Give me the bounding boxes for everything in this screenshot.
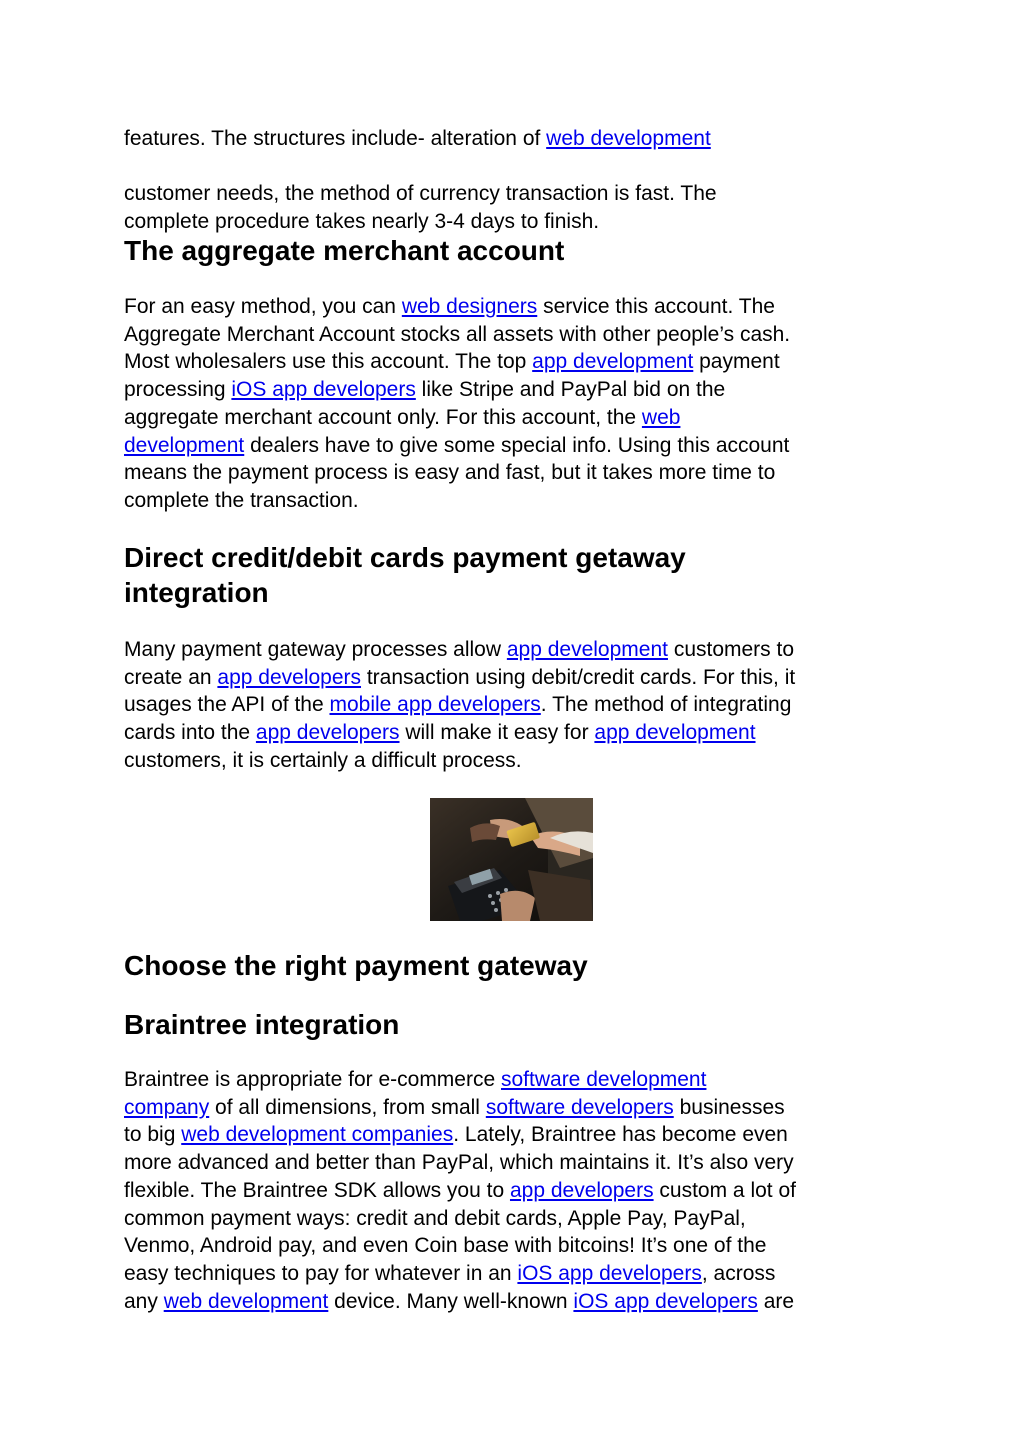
section-heading-braintree: Braintree integration (124, 1009, 400, 1040)
app-developers-link[interactable]: app developers (255, 721, 400, 745)
web-development-link[interactable]: web development (163, 1289, 329, 1313)
software-developers-link[interactable]: software developers (485, 1095, 674, 1119)
web-development-companies-link[interactable]: web development companies (181, 1123, 454, 1147)
direct-cards-paragraph: Many payment gateway processes allow app development customers to create an app developers transaction using debit/credit cards. For this, it usages the API of the mobile app developers. The method of integrating cards into the app developers will make it easy for app development customers, it is certainly a difficult process. (124, 638, 796, 772)
ios-app-developers-link[interactable]: iOS app developers (231, 378, 416, 402)
braintree-paragraph: Braintree is appropriate for e-commerce software development company of all dimensions, from small software developers businesses to big web development companies. Lately, Braintree has become even more advanced and better than PayPal, which maintains it. It’s also very flexible. The Braintree SDK allows you to app developers custom a lot of common payment ways: credit and debit cards, Apple Pay, PayPal, Venmo, Android pay, and even Coin base with bitcoins! It’s one of the easy techniques to pay for whatever in an iOS app developers, across any web development device. Many well-known iOS app developers are (124, 1068, 796, 1313)
app-development-link[interactable]: app development (506, 638, 668, 661)
app-development-link[interactable]: app development (594, 721, 756, 745)
card-payment-photo (430, 798, 593, 921)
web-development-link[interactable]: web development (124, 405, 681, 457)
ios-app-developers-link[interactable]: iOS app developers (517, 1261, 702, 1285)
software-development-company-link[interactable]: software development company (124, 1068, 707, 1119)
app-developers-link[interactable]: app developers (217, 665, 362, 689)
mobile-app-developers-link[interactable]: mobile app developers (329, 693, 541, 717)
app-developers-link[interactable]: app developers (509, 1178, 654, 1202)
web-development-link[interactable]: web development (546, 127, 711, 150)
section-heading-choose-gateway: Choose the right payment gateway (124, 950, 588, 981)
web-designers-link[interactable]: web designers (401, 295, 538, 318)
section-heading-aggregate-merchant: The aggregate merchant account (124, 235, 565, 266)
ios-app-developers-link[interactable]: iOS app developers (573, 1289, 758, 1313)
aggregate-paragraph: For an easy method, you can web designers service this account. The Aggregate Merchant Account stocks all assets with other people’s cash. Most wholesalers use this account. The top app development payment processing iOS app developers like Stripe and PayPal bid on the aggregate merchant account only. For this account, the web development dealers have to give some special info. Using this account means the payment process is easy and fast, but it takes more time to complete the transaction. (124, 295, 791, 512)
section-heading-direct-cards: Direct credit/debit cards payment getaway integration (124, 542, 686, 608)
intro-paragraph: features. The structures include- alteration of web development customer needs, the method of currency transaction is fast. The complete procedure takes nearly 3-4 days to finish. (124, 127, 717, 234)
app-development-link[interactable]: app development (532, 350, 694, 374)
